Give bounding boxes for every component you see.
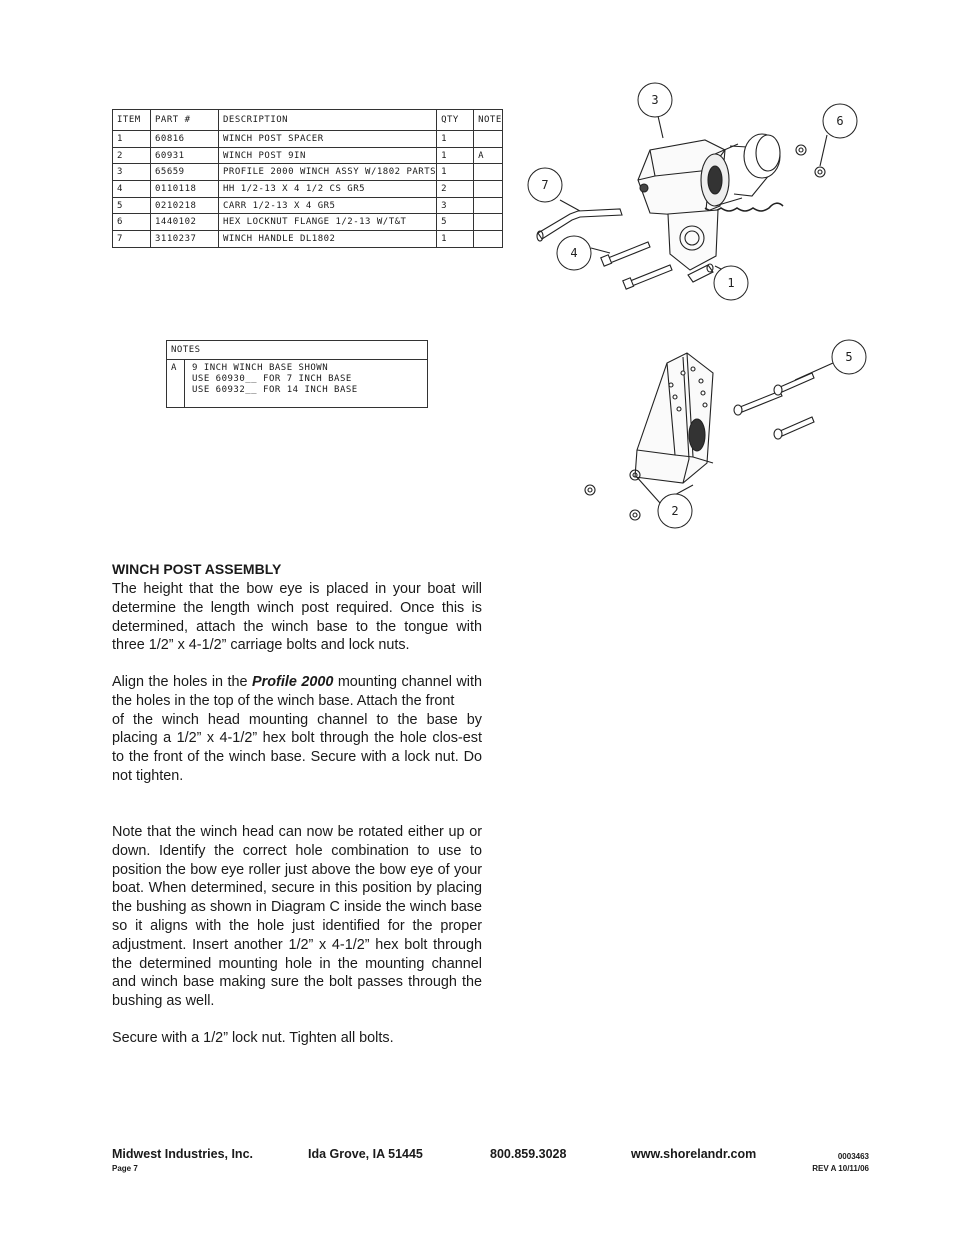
callout-2: 2 — [671, 504, 679, 518]
cell-part: 0210218 — [151, 197, 219, 214]
callout-3: 3 — [651, 93, 659, 107]
cell-qty: 1 — [437, 164, 474, 181]
cell-qty: 1 — [437, 231, 474, 248]
cell-note — [474, 197, 503, 214]
cell-note — [474, 181, 503, 198]
callout-6: 6 — [836, 114, 844, 128]
footer-doc-number: 0003463 — [837, 1152, 869, 1161]
cell-item: 6 — [113, 214, 151, 231]
cell-note: A — [474, 147, 503, 164]
paragraph-2-start: Align the holes in the — [112, 674, 253, 690]
paragraph-2b: of the winch head mounting channel to the base by placing a 1/2” x 4-1/2” hex bolt through the hole clos-est to the front of the winch base. Secure with a lock nut. Do not tighten. — [112, 711, 482, 784]
cell-item: 2 — [113, 147, 151, 164]
table-row — [113, 181, 503, 198]
callout-4: 4 — [570, 246, 578, 260]
table-row — [113, 147, 503, 164]
cell-part: 0110118 — [151, 181, 219, 198]
paragraph-2 — [112, 673, 482, 786]
cell-note — [474, 164, 503, 181]
cell-description: WINCH HANDLE DL1802 — [219, 231, 437, 248]
footer-website: www.shorelandr.com — [631, 1147, 757, 1161]
cell-part: 3110237 — [151, 231, 219, 248]
footer-revision: REV A 10/11/06 — [812, 1164, 869, 1173]
parts-table-header — [113, 110, 503, 131]
cell-note — [474, 231, 503, 248]
paragraph-4: Secure with a 1/2” lock nut. Tighten all bolts. — [112, 1030, 394, 1046]
cell-item: 5 — [113, 197, 151, 214]
header-item: ITEM — [113, 110, 151, 131]
footer-company: Midwest Industries, Inc. — [112, 1147, 253, 1161]
cell-qty: 5 — [437, 214, 474, 231]
cell-qty: 2 — [437, 181, 474, 198]
cell-part: 65659 — [151, 164, 219, 181]
cell-item: 3 — [113, 164, 151, 181]
cell-description: WINCH POST SPACER — [219, 131, 437, 148]
table-row — [113, 214, 503, 231]
cell-description: CARR 1/2-13 X 4 GR5 — [219, 197, 437, 214]
cell-qty: 3 — [437, 197, 474, 214]
paragraph-2-end: mounting channel with the holes in the top of the winch base. Attach the front — [112, 674, 482, 709]
cell-part: 60816 — [151, 131, 219, 148]
table-row — [113, 164, 503, 181]
footer-page: Page 7 — [112, 1164, 138, 1173]
callout-7: 7 — [541, 178, 549, 192]
cell-item: 4 — [113, 181, 151, 198]
notes-key: A — [167, 360, 185, 407]
footer-city: Ida Grove, IA 51445 — [308, 1147, 423, 1161]
cell-note — [474, 214, 503, 231]
header-part: PART # — [151, 110, 219, 131]
cell-qty: 1 — [437, 147, 474, 164]
cell-description: PROFILE 2000 WINCH ASSY W/1802 PARTS — [219, 164, 437, 181]
callout-5: 5 — [845, 350, 853, 364]
cell-item: 1 — [113, 131, 151, 148]
cell-description: HH 1/2-13 X 4 1/2 CS GR5 — [219, 181, 437, 198]
header-note: NOTE — [474, 110, 503, 131]
notes-line: USE 60930__ FOR 7 INCH BASE — [192, 374, 352, 384]
notes-lines — [185, 360, 358, 407]
winch-base-diagram — [575, 335, 875, 535]
cell-description: HEX LOCKNUT FLANGE 1/2-13 W/T&T — [219, 214, 437, 231]
cell-item: 7 — [113, 231, 151, 248]
cell-qty: 1 — [437, 131, 474, 148]
footer-phone: 800.859.3028 — [490, 1147, 567, 1161]
notes-row — [167, 360, 427, 407]
callout-1: 1 — [727, 276, 735, 290]
section-heading: WINCH POST ASSEMBLY — [112, 561, 282, 577]
header-description: DESCRIPTION — [219, 110, 437, 131]
table-row — [113, 131, 503, 148]
notes-title: NOTES — [167, 341, 427, 360]
header-qty: QTY — [437, 110, 474, 131]
product-name: Profile 2000 — [252, 674, 334, 690]
cell-part: 60931 — [151, 147, 219, 164]
cell-part: 1440102 — [151, 214, 219, 231]
winch-assembly-diagram — [520, 78, 870, 308]
cell-note — [474, 131, 503, 148]
paragraph-1: The height that the bow eye is placed in your boat will determine the length winch post required. Once this is determined, attach the winch base to the tongue with three 1/2” x 4-1/2” carriage bolts and lock nuts. — [112, 581, 482, 654]
notes-line: 9 INCH WINCH BASE SHOWN — [192, 363, 329, 373]
cell-description: WINCH POST 9IN — [219, 147, 437, 164]
paragraph-3: Note that the winch head can now be rotated either up or down. Identify the correct hole combination to use to position the bow eye roller just above the bow eye of your boat. When determined, secure in this position by placing the bushing as shown in Diagram C inside the winch base so it aligns with the hole just identified for the proper adjustment. Insert another 1/2” x 4-1/2” hex bolt through the determined mounting hole in the mounting channel and winch base making sure the bolt passes through the bushing as well. — [112, 824, 482, 1010]
parts-table — [112, 109, 503, 248]
table-row — [113, 197, 503, 214]
table-row — [113, 231, 503, 248]
notes-box — [166, 340, 428, 408]
notes-line: USE 60932__ FOR 14 INCH BASE — [192, 385, 358, 395]
